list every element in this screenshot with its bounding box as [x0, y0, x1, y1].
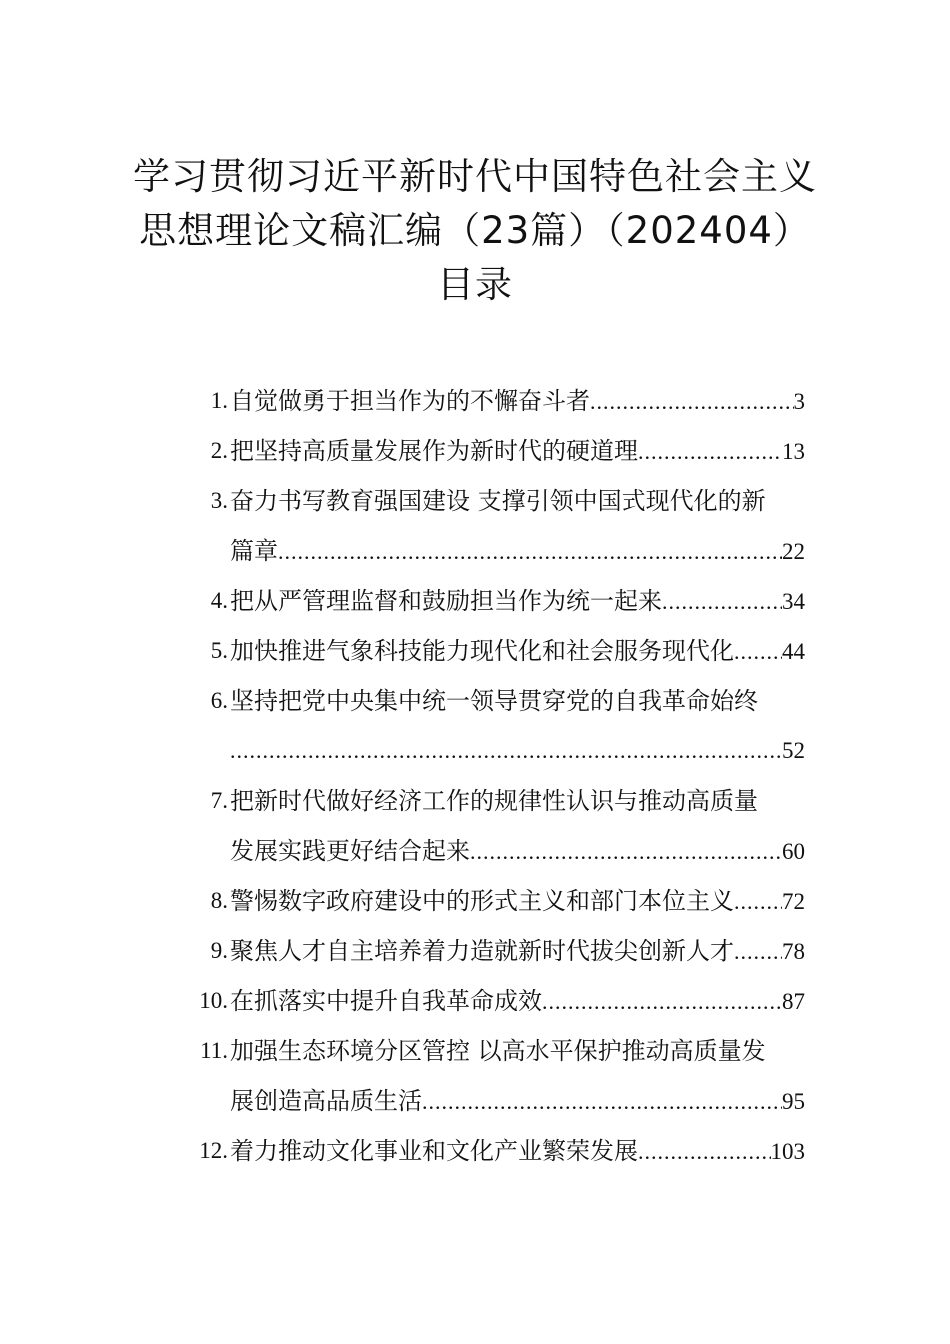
toc-line — [0, 778, 950, 828]
toc-entry-leader-line — [230, 1078, 805, 1125]
toc-line — [0, 978, 950, 1028]
toc-line — [0, 1028, 950, 1078]
toc-entry-title: 警惕数字政府建设中的形式主义和部门本位主义 — [230, 887, 734, 915]
document-title — [0, 150, 950, 312]
toc-page-number: 60 — [782, 839, 805, 864]
toc-entry-title: 把新时代做好经济工作的规律性认识与推动高质量 — [230, 787, 758, 815]
toc-entry-title: 自觉做勇于担当作为的不懈奋斗者 — [230, 387, 590, 415]
toc-entry[interactable] — [0, 778, 950, 878]
toc-entry-leader-line — [230, 378, 805, 425]
toc-entry-title: 篇章 — [230, 537, 278, 565]
toc-entry-leader-line — [230, 728, 805, 774]
toc-entry-leader-line — [230, 978, 805, 1025]
toc-entry-number: 10. — [199, 988, 228, 1013]
dot-leader — [470, 829, 782, 875]
toc-entry-leader-line — [230, 628, 805, 675]
toc-page-number: 13 — [782, 439, 805, 464]
toc-line — [0, 1128, 950, 1178]
toc-line — [0, 628, 950, 678]
toc-entry-leader-line — [230, 528, 805, 575]
toc-entry[interactable] — [0, 478, 950, 578]
toc-page-number: 72 — [782, 889, 805, 914]
toc-entry-number: 3. — [210, 488, 228, 513]
toc-entry-title: 发展实践更好结合起来 — [230, 837, 470, 865]
toc-entry-number: 1. — [210, 388, 228, 413]
toc-entry[interactable] — [0, 878, 950, 928]
toc-entry[interactable] — [0, 978, 950, 1028]
toc-entry-number: 2. — [210, 438, 228, 463]
toc-entry[interactable] — [0, 928, 950, 978]
toc-entry-leader-line — [230, 828, 805, 875]
toc-entry-title: 把从严管理监督和鼓励担当作为统一起来 — [230, 587, 662, 615]
toc-line — [0, 828, 950, 878]
dot-leader — [542, 979, 782, 1025]
toc-line — [0, 528, 950, 578]
toc-entry-number: 11. — [200, 1038, 228, 1063]
toc-entry-title: 展创造高品质生活 — [230, 1087, 422, 1115]
toc-entry[interactable] — [0, 428, 950, 478]
toc-line — [0, 1078, 950, 1128]
dot-leader — [638, 1129, 771, 1175]
toc-page-number: 95 — [782, 1089, 805, 1114]
toc-entry-number: 8. — [210, 888, 228, 913]
toc-line — [0, 678, 950, 728]
dot-leader — [734, 629, 782, 675]
dot-leader — [230, 728, 782, 774]
toc-page-number: 3 — [793, 389, 805, 414]
toc-entry[interactable] — [0, 1028, 950, 1128]
toc-entry-number: 9. — [210, 938, 228, 963]
toc-page-number: 22 — [782, 539, 805, 564]
toc-entry-number: 7. — [210, 788, 228, 813]
toc-entry[interactable] — [0, 378, 950, 428]
toc-page-number: 44 — [782, 639, 805, 664]
dot-leader — [590, 379, 794, 425]
toc-entry-number: 5. — [210, 638, 228, 663]
toc-line — [0, 728, 950, 778]
dot-leader — [734, 879, 782, 925]
toc-entry-title: 聚焦人才自主培养着力造就新时代拔尖创新人才 — [230, 937, 734, 965]
toc-entry-leader-line — [230, 428, 805, 475]
toc-page-number: 103 — [770, 1139, 805, 1164]
toc-entry-number: 12. — [199, 1138, 228, 1163]
toc-entry[interactable] — [0, 578, 950, 628]
title-line-1: 学习贯彻习近平新时代中国特色社会主义 — [133, 155, 817, 198]
toc-entry-leader-line — [230, 578, 805, 625]
toc-entry-title: 加快推进气象科技能力现代化和社会服务现代化 — [230, 637, 734, 665]
toc-entry-title: 把坚持高质量发展作为新时代的硬道理 — [230, 437, 638, 465]
toc-entry[interactable] — [0, 1128, 950, 1178]
toc-line — [0, 378, 950, 428]
toc-line — [0, 928, 950, 978]
toc-page-number: 87 — [782, 989, 805, 1014]
toc-line — [0, 578, 950, 628]
toc-entry-title: 坚持把党中央集中统一领导贯穿党的自我革命始终 — [230, 687, 758, 715]
toc-line — [0, 878, 950, 928]
toc-entry-title: 加强生态环境分区管控 以高水平保护推动高质量发 — [230, 1037, 766, 1065]
table-of-contents — [0, 378, 950, 1178]
toc-page-number: 52 — [782, 738, 805, 763]
toc-entry[interactable] — [0, 628, 950, 678]
toc-line — [0, 428, 950, 478]
title-line-3: 目录 — [437, 263, 513, 306]
toc-entry-number: 6. — [210, 688, 228, 713]
toc-page-number: 34 — [782, 589, 805, 614]
toc-entry-title: 着力推动文化事业和文化产业繁荣发展 — [230, 1137, 638, 1165]
dot-leader — [734, 929, 782, 975]
title-line-2: 思想理论文稿汇编（23篇）（202404） — [139, 209, 811, 252]
toc-entry-title: 在抓落实中提升自我革命成效 — [230, 987, 542, 1015]
toc-line — [0, 478, 950, 528]
toc-entry-leader-line — [230, 878, 805, 925]
dot-leader — [278, 529, 782, 575]
toc-page-number: 78 — [782, 939, 805, 964]
toc-entry-leader-line — [230, 1128, 805, 1175]
toc-entry[interactable] — [0, 678, 950, 778]
toc-entry-leader-line — [230, 928, 805, 975]
toc-entry-number: 4. — [210, 588, 228, 613]
dot-leader — [422, 1079, 782, 1125]
dot-leader — [638, 429, 782, 475]
dot-leader — [662, 579, 782, 625]
toc-entry-title: 奋力书写教育强国建设 支撑引领中国式现代化的新 — [230, 487, 766, 515]
